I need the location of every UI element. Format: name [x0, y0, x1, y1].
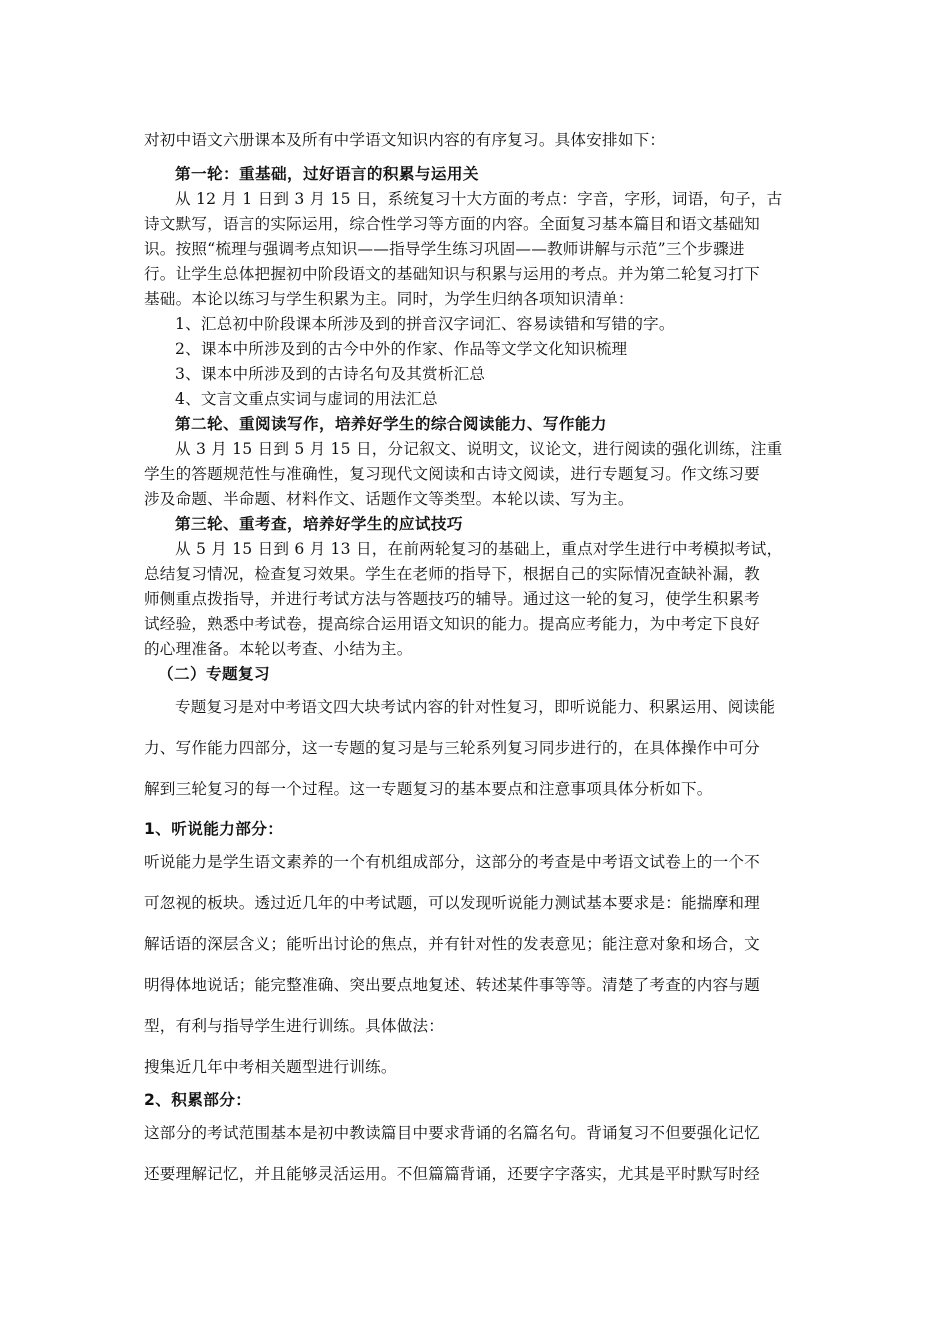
text-line: 明得体地说话；能完整准确、突出要点地复述、转述某件事等等。清楚了考查的内容与题 — [144, 976, 760, 994]
text-line: 师侧重点拨指导，并进行考试方法与答题技巧的辅导。通过这一轮的复习，使学生积累考 — [144, 590, 760, 608]
section-heading-round-1: 第一轮：重基础，过好语言的积累与运用关 — [175, 165, 479, 183]
section-heading-accumulation: 2、积累部分： — [144, 1091, 252, 1109]
list-item: 3、课本中所涉及到的古诗名句及其赏析汇总 — [175, 365, 486, 383]
text-line: 解到三轮复习的每一个过程。这一专题复习的基本要点和注意事项具体分析如下。 — [144, 780, 713, 798]
section-heading-round-3: 第三轮、重考查，培养好学生的应试技巧 — [175, 515, 463, 533]
text-line: 可忽视的板块。透过近几年的中考试题，可以发现听说能力测试基本要求是：能揣摩和理 — [144, 894, 760, 912]
section-heading-round-2: 第二轮、重阅读写作，培养好学生的综合阅读能力、写作能力 — [175, 415, 607, 433]
text-line: 力、写作能力四部分，这一专题的复习是与三轮系列复习同步进行的，在具体操作中可分 — [144, 739, 760, 757]
text-line: 识。按照“梳理与强调考点知识——指导学生练习巩固——教师讲解与示范”三个步骤进 — [144, 240, 745, 258]
list-item: 1、汇总初中阶段课本所涉及到的拼音汉字词汇、容易读错和写错的字。 — [175, 315, 675, 333]
text-line: 解话语的深层含义；能听出讨论的焦点，并有针对性的发表意见；能注意对象和场合，文 — [144, 935, 760, 953]
text-line: 从 5 月 15 日到 6 月 13 日，在前两轮复习的基础上，重点对学生进行中考模拟考试， — [175, 540, 783, 558]
text-line: 从 12 月 1 日到 3 月 15 日，系统复习十大方面的考点：字音，字形，词语，句子，古 — [175, 190, 783, 208]
text-line: 总结复习情况，检查复习效果。学生在老师的指导下，根据自己的实际情况查缺补漏，教 — [144, 565, 760, 583]
list-item: 4、文言文重点实词与虚词的用法汇总 — [175, 390, 438, 408]
text-line: 搜集近几年中考相关题型进行训练。 — [144, 1058, 397, 1076]
text-line: 这部分的考试范围基本是初中教读篇目中要求背诵的名篇名句。背诵复习不但要强化记忆 — [144, 1124, 760, 1142]
list-item: 2、课本中所涉及到的古今中外的作家、作品等文学文化知识梳理 — [175, 340, 628, 358]
text-line: 还要理解记忆，并且能够灵活运用。不但篇篇背诵，还要字字落实，尤其是平时默写时经 — [144, 1165, 760, 1183]
text-line: 诗文默写，语言的实际运用，综合性学习等方面的内容。全面复习基本篇目和语文基础知 — [144, 215, 760, 233]
text-line: 专题复习是对中考语文四大块考试内容的针对性复习，即听说能力、积累运用、阅读能 — [175, 698, 776, 716]
text-line: 型，有利与指导学生进行训练。具体做法： — [144, 1017, 445, 1035]
text-line: 对初中语文六册课本及所有中学语文知识内容的有序复习。具体安排如下： — [144, 131, 666, 149]
text-line: 从 3 月 15 日到 5 月 15 日，分记叙文、说明文，议论文，进行阅读的强化训练，注重 — [175, 440, 783, 458]
text-line: 听说能力是学生语文素养的一个有机组成部分，这部分的考查是中考语文试卷上的一个不 — [144, 853, 760, 871]
text-line: 试经验，熟悉中考试卷，提高综合运用语文知识的能力。提高应考能力，为中考定下良好 — [144, 615, 760, 633]
text-line: 行。让学生总体把握初中阶段语文的基础知识与积累与运用的考点。并为第二轮复习打下 — [144, 265, 760, 283]
text-line: 学生的答题规范性与准确性，复习现代文阅读和古诗文阅读，进行专题复习。作文练习要 — [144, 465, 760, 483]
text-line: 基础。本论以练习与学生积累为主。同时，为学生归纳各项知识清单： — [144, 290, 634, 308]
section-heading-listening: 1、听说能力部分： — [144, 820, 284, 838]
text-line: 的心理准备。本轮以考查、小结为主。 — [144, 640, 413, 658]
section-heading-topic-review: （二）专题复习 — [158, 665, 270, 683]
text-line: 涉及命题、半命题、材料作文、话题作文等类型。本轮以读、写为主。 — [144, 490, 634, 508]
